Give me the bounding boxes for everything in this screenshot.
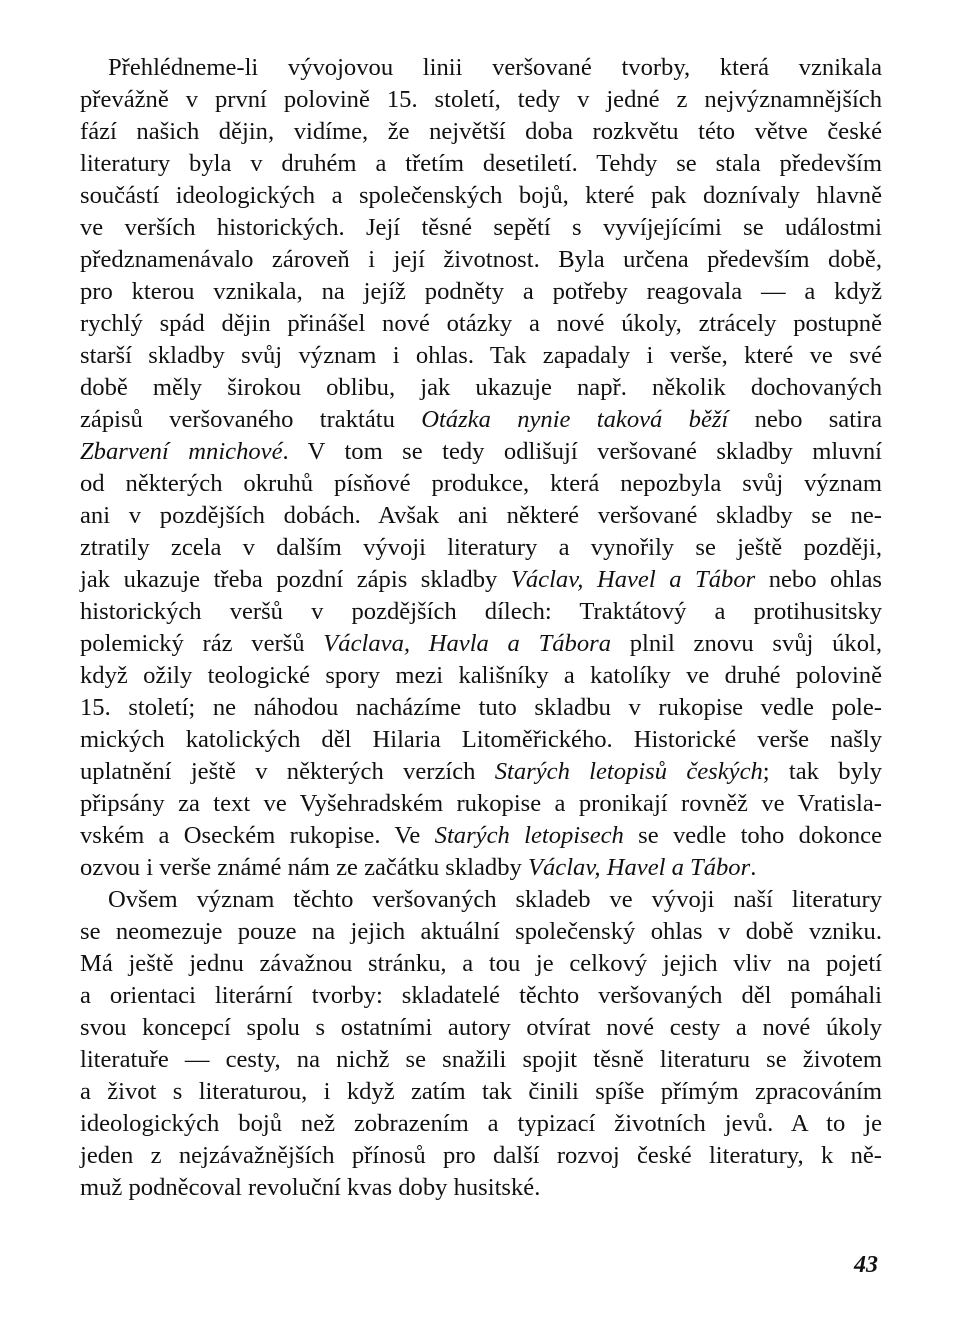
paragraph-1 — [80, 52, 882, 884]
text-line — [80, 404, 882, 436]
text-segment: starší skladby svůj význam i ohlas. Tak zapadaly i verše, které ve své — [80, 342, 882, 369]
text-segment: muž podněcoval revoluční kvas doby husitské. — [80, 1174, 541, 1201]
text-segment: převážně v první polovině 15. století, tedy v jedné z nejvýznamnějších — [80, 86, 882, 113]
text-line — [80, 148, 882, 180]
text-segment: Ovšem význam těchto veršovaných skladeb ve vývoji naší literatury — [108, 886, 882, 913]
italic-title: Otázka nynie taková běží — [421, 406, 729, 433]
text-segment: nebo satira — [728, 406, 882, 433]
text-line — [80, 244, 882, 276]
text-segment: ozvou i verše známé nám ze začátku skladby — [80, 854, 528, 881]
text-line — [80, 276, 882, 308]
text-line — [80, 1172, 882, 1204]
text-segment: fází našich dějin, vidíme, že největší doba rozkvětu této větve české — [80, 118, 882, 145]
text-line — [80, 180, 882, 212]
text-line — [80, 372, 882, 404]
text-line — [80, 948, 882, 980]
italic-title: Václav, Havel a Tábor — [510, 566, 756, 593]
text-segment: historických veršů v pozdějších dílech: Traktátový a protihusitsky — [80, 598, 882, 625]
text-segment: ; tak byly — [762, 758, 883, 785]
italic-title: Zbarvení mnichové — [80, 438, 283, 465]
text-segment: svou koncepcí spolu s ostatními autory otvírat nové cesty a nové úkoly — [80, 1014, 882, 1041]
text-segment: a orientaci literární tvorby: skladatelé těchto veršovaných děl pomáhali — [80, 982, 882, 1009]
text-line — [80, 1076, 882, 1108]
italic-title: Starých letopisů českých — [494, 758, 763, 785]
text-line — [80, 660, 882, 692]
page-body — [80, 52, 882, 1204]
paragraph-2 — [80, 884, 882, 1204]
text-line — [80, 788, 882, 820]
text-line — [80, 1012, 882, 1044]
text-segment: ideologických bojů než zobrazením a typizací životních jevů. A to je — [80, 1110, 882, 1137]
text-line — [80, 116, 882, 148]
text-line — [80, 564, 882, 596]
text-segment: připsány za text ve Vyšehradském rukopise a pronikají rovněž ve Vratisla- — [80, 790, 882, 817]
text-segment: zápisů veršovaného traktátu — [80, 406, 422, 433]
text-segment: mických katolických děl Hilaria Litoměřického. Historické verše našly — [80, 726, 882, 753]
text-line — [80, 436, 882, 468]
text-segment: součástí ideologických a společenských bojů, které pak doznívaly hlavně — [80, 182, 882, 209]
text-segment: a život s literaturou, i když zatím tak činili spíše přímým zpracováním — [80, 1078, 882, 1105]
text-line — [80, 308, 882, 340]
text-segment: 15. století; ne náhodou nacházíme tuto skladbu v rukopise vedle pole- — [80, 694, 882, 721]
page-number: 43 — [854, 1252, 878, 1278]
text-segment: předznamenávalo zároveň i její životnost. Byla určena především době, — [80, 246, 882, 273]
text-line — [80, 692, 882, 724]
text-line — [80, 596, 882, 628]
text-segment: Přehlédneme-li vývojovou linii veršované tvorby, která vznikala — [108, 54, 882, 81]
italic-title: Starých letopisech — [434, 822, 624, 849]
text-line — [80, 468, 882, 500]
text-line — [80, 852, 882, 884]
text-segment: ani v pozdějších dobách. Avšak ani některé veršované skladby se ne- — [80, 502, 882, 529]
text-segment: literatuře — cesty, na nichž se snažili spojit těsně literaturu se životem — [80, 1046, 882, 1073]
text-segment: jeden z nejzávažnějších přínosů pro další rozvoj české literatury, k ně- — [80, 1142, 882, 1169]
text-line — [80, 500, 882, 532]
text-segment: polemický ráz veršů — [80, 630, 324, 657]
text-line — [80, 724, 882, 756]
text-segment: . V tom se tedy odlišují veršované skladby mluvní — [282, 438, 882, 465]
text-segment: pro kterou vznikala, na jejíž podněty a potřeby reagovala — a když — [80, 278, 882, 305]
text-line — [80, 532, 882, 564]
text-segment: se vedle toho dokonce — [623, 822, 882, 849]
text-line — [80, 980, 882, 1012]
text-segment: uplatnění ještě v některých verzích — [80, 758, 495, 785]
text-line — [80, 628, 882, 660]
text-segment: Má ještě jednu závažnou stránku, a tou je celkový jejich vliv na pojetí — [80, 950, 882, 977]
text-segment: době měly širokou oblibu, jak ukazuje např. několik dochovaných — [80, 374, 882, 401]
text-segment: ve verších historických. Její těsné sepětí s vyvíjejícími se událostmi — [80, 214, 882, 241]
text-segment: se neomezuje pouze na jejich aktuální společenský ohlas v době vzniku. — [80, 918, 882, 945]
italic-title: Václava, Havla a Tábora — [323, 630, 612, 657]
text-line — [80, 756, 882, 788]
text-line — [80, 212, 882, 244]
text-segment: plnil znovu svůj úkol, — [611, 630, 882, 657]
text-line — [80, 1044, 882, 1076]
text-line — [80, 916, 882, 948]
text-line — [80, 340, 882, 372]
text-segment: literatury byla v druhém a třetím desetiletí. Tehdy se stala především — [80, 150, 882, 177]
text-segment: nebo ohlas — [755, 566, 882, 593]
text-segment: ztratily zcela v dalším vývoji literatury a vynořily se ještě později, — [80, 534, 882, 561]
text-line — [80, 820, 882, 852]
text-line — [80, 884, 882, 916]
text-line — [80, 1140, 882, 1172]
text-segment: vském a Oseckém rukopise. Ve — [80, 822, 435, 849]
text-segment: rychlý spád dějin přinášel nové otázky a nové úkoly, ztrácely postupně — [80, 310, 882, 337]
italic-title: Václav, Havel a Tábor — [527, 854, 751, 881]
text-segment: jak ukazuje třeba pozdní zápis skladby — [80, 566, 511, 593]
text-segment: . — [750, 854, 757, 881]
text-line — [80, 84, 882, 116]
text-line — [80, 1108, 882, 1140]
text-line — [80, 52, 882, 84]
text-segment: od některých okruhů písňové produkce, která nepozbyla svůj význam — [80, 470, 882, 497]
text-segment: když ožily teologické spory mezi kališníky a katolíky ve druhé polovině — [80, 662, 882, 689]
